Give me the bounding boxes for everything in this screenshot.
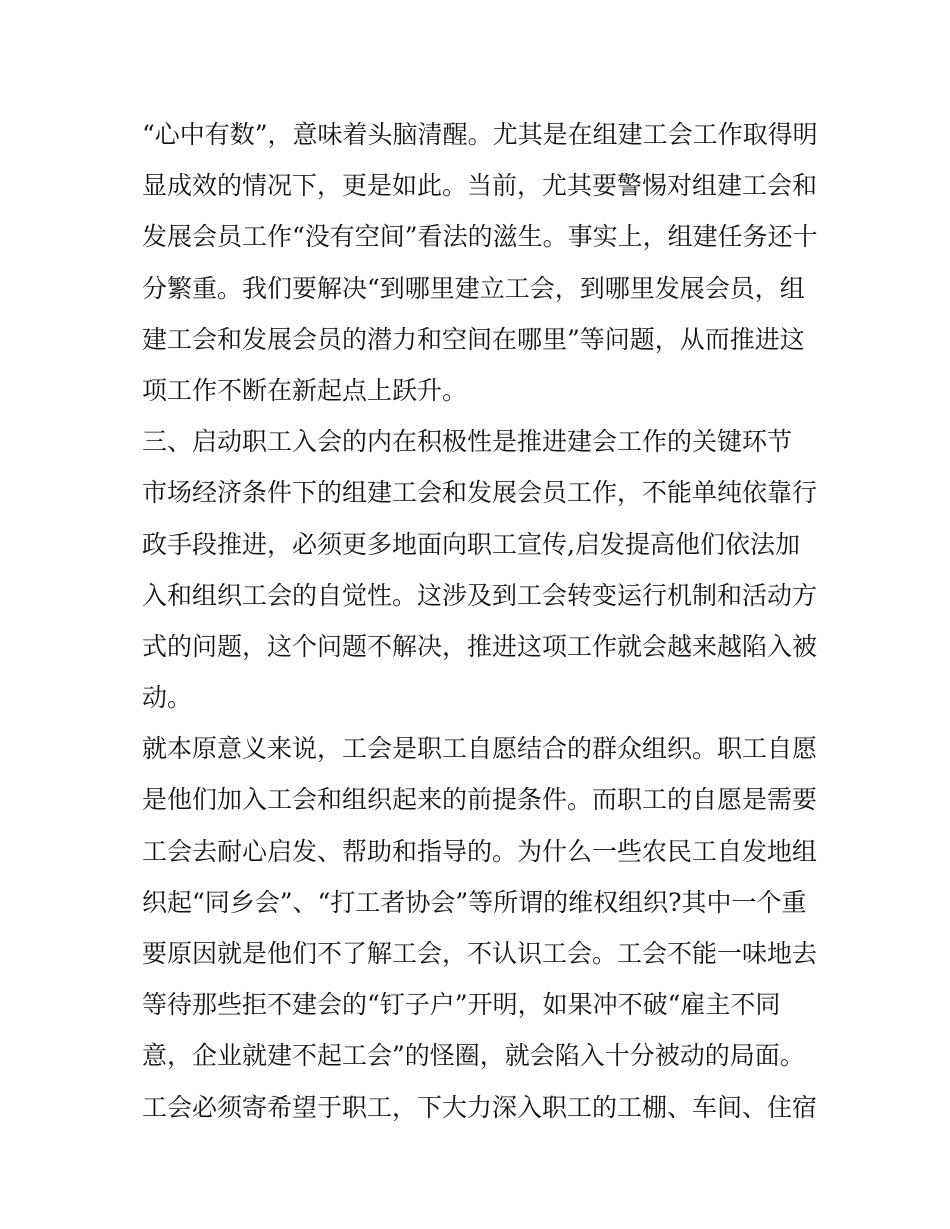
- text-line: 建工会和发展会员的潜力和空间在哪里”等问题，从而推进这: [142, 324, 805, 354]
- text-line: 织起“同乡会”、“打工者协会”等所谓的维权组织?其中一个重: [142, 887, 807, 917]
- text-line: 动。: [142, 683, 193, 713]
- text-line: 发展会员工作“没有空间”看法的滋生。事实上，组建任务还十: [142, 222, 818, 252]
- text-line: 等待那些拒不建会的“钉子户”开明，如果冲不破“雇主不同: [142, 990, 781, 1020]
- text-line: 式的问题，这个问题不解决，推进这项工作就会越来越陷入被: [142, 631, 818, 661]
- text-line: 分繁重。我们要解决“到哪里建立工会，到哪里发展会员，组: [142, 273, 805, 303]
- text-line: 工会去耐心启发、帮助和指导的。为什么一些农民工自发地组: [142, 836, 818, 866]
- text-line: 政手段推进，必须更多地面向职工宣传,启发提高他们依法加: [142, 529, 800, 559]
- text-line: 显成效的情况下，更是如此。当前，尤其要警惕对组建工会和: [142, 171, 818, 201]
- text-line: 市场经济条件下的组建工会和发展会员工作，不能单纯依靠行: [142, 478, 818, 508]
- text-line: 就本原意义来说，工会是职工自愿结合的群众组织。职工自愿: [142, 734, 818, 764]
- section-heading: 三、启动职工入会的内在积极性是推进建会工作的关键环节: [142, 427, 793, 457]
- text-line: 要原因就是他们不了解工会，不认识工会。工会不能一味地去: [142, 939, 818, 968]
- text-line: 项工作不断在新起点上跃升。: [142, 375, 468, 405]
- text-line: 意，企业就建不起工会”的怪圈，就会陷入十分被动的局面。: [142, 1041, 805, 1071]
- document-body: [142, 109, 822, 1133]
- text-line: 工会必须寄希望于职工，下大力深入职工的工棚、车间、住宿: [142, 1092, 818, 1122]
- text-line: 是他们加入工会和组织起来的前提条件。而职工的自愿是需要: [142, 785, 818, 815]
- text-line: “心中有数”，意味着头脑清醒。尤其是在组建工会工作取得明: [142, 120, 818, 149]
- text-line: 入和组织工会的自觉性。这涉及到工会转变运行机制和活动方: [142, 580, 818, 610]
